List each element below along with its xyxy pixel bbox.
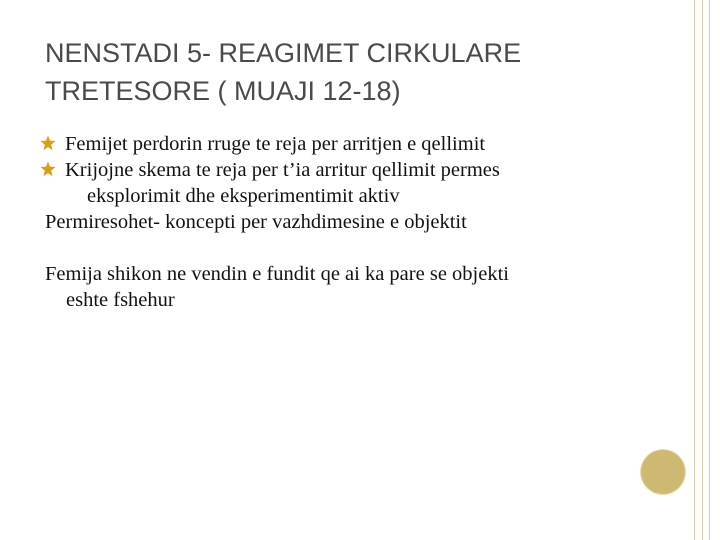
paragraph-text-continued: eshte fshehur	[66, 289, 175, 311]
paragraph	[45, 209, 625, 235]
star-bullet-icon	[40, 161, 56, 177]
paragraph-text: Femija shikon ne vendin e fundit qe ai ka pare se objekti	[45, 263, 509, 285]
decorative-circle	[641, 450, 685, 494]
slide-title-line-1: NENSTADI 5- REAGIMET CIRKULARE	[45, 38, 522, 68]
star-bullet-icon	[40, 135, 56, 151]
decorative-line-3	[709, 0, 710, 540]
decorative-line-1	[694, 0, 695, 540]
paragraph	[45, 261, 625, 313]
bullet-text: Krijojne skema te reja per t’ia arritur qellimit permes	[65, 159, 500, 181]
decorative-line-2	[702, 0, 703, 540]
slide-title-line-2: TRETESORE ( MUAJI 12-18)	[45, 76, 401, 106]
bullet-text: Femijet perdorin rruge te reja per arritjen e qellimit	[65, 133, 486, 155]
paragraph-text: Permiresohet- koncepti per vazhdimesine e objektit	[45, 211, 467, 233]
bullet-item	[45, 131, 625, 157]
slide-title	[45, 34, 645, 110]
bullet-item	[45, 157, 625, 209]
slide-content	[45, 131, 625, 313]
bullet-text-continued: eksplorimit dhe eksperimentimit aktiv	[87, 185, 400, 207]
